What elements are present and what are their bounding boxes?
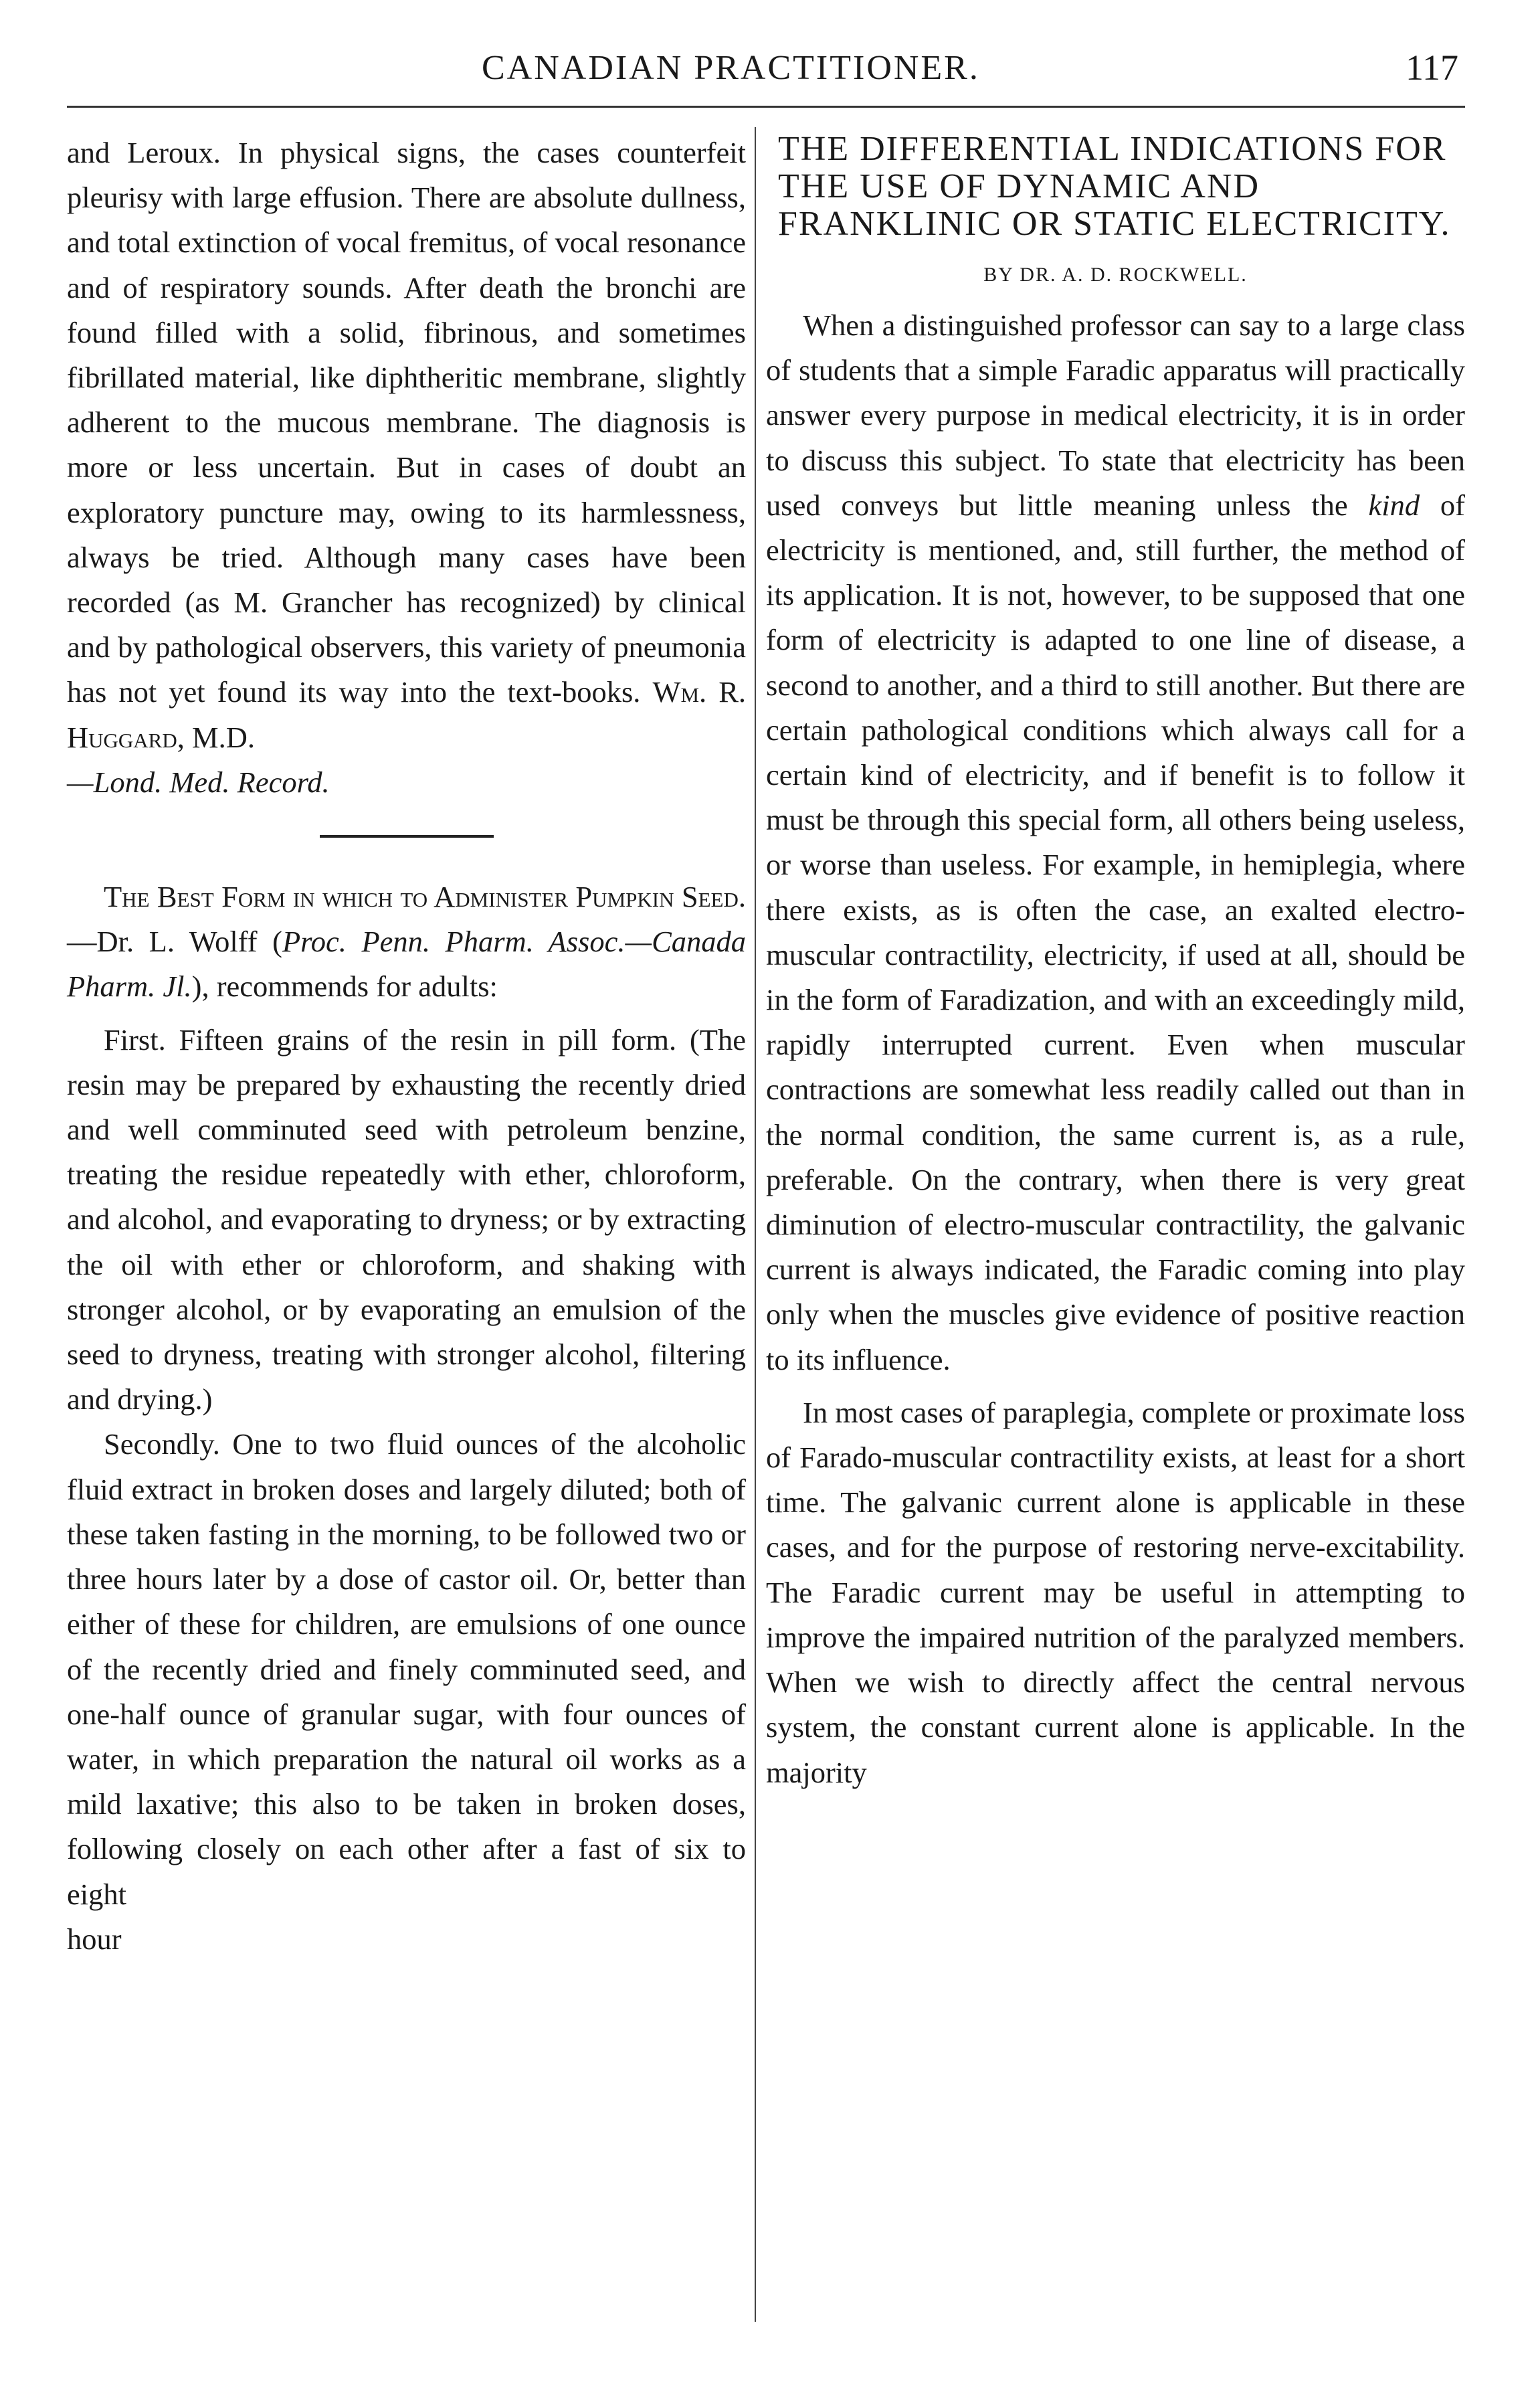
para1-kind: kind <box>1368 488 1420 522</box>
para1-text-b: of electricity is mentioned, and, still further, the method of its application. It is not, however, to be supposed that one form of electricity is adapted to one line of disease, a second to another, and a third to still another. But there are certain pathological conditions which always call for a certain kind of electricity, and if benefit is to follow it must be through this special form, all others being useless, or worse than useless. For example, in hemiplegia, where there exists, as is often the case, an exalted electro-muscular contractility, electricity, if used at all, should be in the form of Faradization, and with an exceedingly mild, rapidly interrupted current. Even when muscular contractions are somewhat less readily called out than in the normal condition, the same current is, as a rule, preferable. On the contrary, when there is very great diminution of electro-muscular contractility, the galvanic current is always indicated, the Faradic coming into play only when the muscles give evidence of positive reaction to its influence. <box>766 488 1465 1376</box>
pumpkin-intro-a: —Dr. L. Wolff ( <box>67 925 282 959</box>
column-divider <box>755 127 756 2322</box>
pneumonia-source: —Lond. Med. Record. <box>67 765 330 799</box>
header-rule <box>67 106 1465 108</box>
pumpkin-intro-source: Proc. Penn. Pharm. Assoc.—Canada Pharm. Jl. <box>67 925 746 1004</box>
pumpkin-title: The Best Form in which to Administer Pumpkin Seed. <box>104 880 746 914</box>
article-title: THE DIFFERENTIAL INDICATIONS FOR THE USE OF DYNAMIC AND FRANKLINIC OR STATIC ELECTRICITY. <box>778 130 1451 243</box>
article-byline: BY DR. A. D. ROCKWELL. <box>983 264 1248 286</box>
pumpkin-second-paragraph: Secondly. One to two fluid ounces of the alcoholic fluid extract in broken doses and largely diluted; both of these taken fasting in the morning, to be followed two or three hours later by a dose of castor oil. Or, better than either of these for children, are emulsions of one ounce of the recently dried and finely comminuted seed, and one-half ounce of granular sugar, with four ounces of water, in which preparation the natural oil works as a mild laxative; this also to be taken in broken doses, following closely on each other after a fast of six to eight <box>67 1427 746 1911</box>
electricity-paragraph-2: In most cases of paraplegia, complete or proximate loss of Farado-muscular contractility exists, at least for a short time. The galvanic current alone is applicable in these cases, and for the purpose of restoring nerve-excitability. The Faradic current may be useful in attempting to improve the impaired nutrition of the paralyzed members. When we wish to directly affect the central nervous system, the constant current alone is applicable. In the majority <box>766 1395 1465 1789</box>
page-number: 117 <box>1406 48 1458 88</box>
section-divider <box>320 835 494 838</box>
pumpkin-last-word: hour <box>67 1922 122 1956</box>
pneumonia-text: and Leroux. In physical signs, the cases counterfeit pleurisy with large effusion. There are absolute dullness, and total extinction of vocal fremitus, of vocal resonance and of respiratory sounds. After death the bronchi are found filled with a solid, fibrinous, and sometimes fibrillated material, like diphtheritic membrane, slightly adherent to the mucous membrane. The diagnosis is more or less uncertain. But in cases of doubt an exploratory puncture may, owing to its harmlessness, always be tried. Although many cases have been recorded (as M. Grancher has recognized) by clinical and by pathological observers, this variety of pneumonia has not yet found its way into the text-books. <box>67 136 746 709</box>
pumpkin-first-paragraph: First. Fifteen grains of the resin in pill form. (The resin may be prepared by exhausting the recently dried and well comminuted seed with petroleum benzine, treating the residue repeatedly with ether, chloroform, and alcohol, and evaporating to dryness; or by extracting the oil with ether or chloroform, and shaking with stronger alcohol, or by evaporating an emulsion of the seed to dryness, treating with stronger alcohol, filtering and drying.) <box>67 1022 746 1416</box>
pneumonia-signature: Wm. R. Huggard, M.D. <box>67 675 747 754</box>
electricity-paragraph-1 <box>766 303 1465 1382</box>
page-header <box>67 40 1465 107</box>
para1-text-a: When a distinguished professor can say to a large class of students that a simple Faradic apparatus will practically answer every purpose in medical electricity, it is in order to discuss this subject. To state that electricity has been used conveys but little meaning unless the <box>766 308 1465 522</box>
running-head: CANADIAN PRACTITIONER. <box>482 49 980 87</box>
right-column <box>766 130 1465 1795</box>
pumpkin-paragraph-intro <box>67 875 746 1010</box>
pumpkin-intro-b: ), recommends for adults: <box>191 970 498 1004</box>
pneumonia-paragraph <box>67 130 746 760</box>
left-column <box>67 130 746 1962</box>
